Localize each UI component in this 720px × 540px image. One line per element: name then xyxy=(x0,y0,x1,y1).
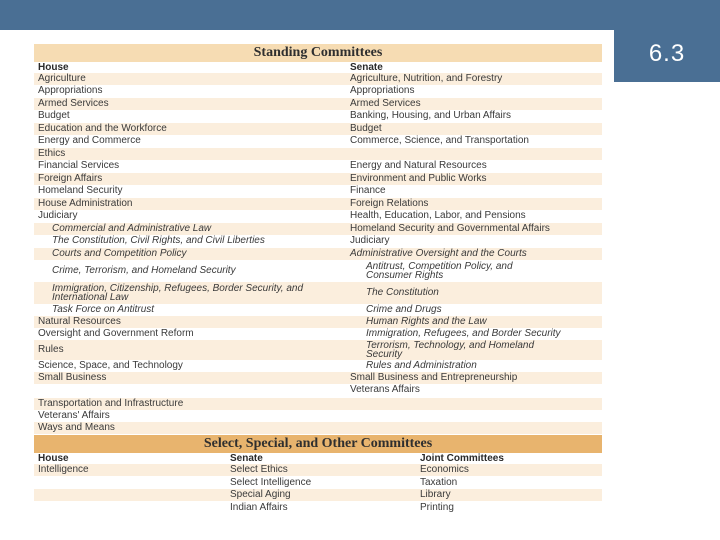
house-header: House xyxy=(38,62,69,73)
bottom-house-header: House xyxy=(38,453,69,464)
table-row: Intelligence Select Ethics Economics xyxy=(34,464,602,476)
bottom-senate-header: Senate xyxy=(230,453,263,464)
table-row: Natural Resources Human Rights and the Law xyxy=(34,316,602,328)
table-row: Indian Affairs Printing xyxy=(230,502,454,513)
table-row: Select Intelligence Taxation xyxy=(230,477,458,488)
select-special-committees-title: Select, Special, and Other Committees xyxy=(34,435,602,453)
table-row: Small Business Small Business and Entrepreneurship xyxy=(34,372,602,384)
table-row: Task Force on Antitrust Crime and Drugs xyxy=(52,304,442,315)
table-row: Veterans Affairs xyxy=(350,384,420,395)
table-row: Transportation and Infrastructure xyxy=(34,398,602,410)
joint-committees-header: Joint Committees xyxy=(420,453,504,464)
table-row: Agriculture Agriculture, Nutrition, and Forestry xyxy=(34,73,602,85)
table-row: Crime, Terrorism, and Homeland Security Antitrust, Competition Policy, and Consumer Rights xyxy=(52,261,513,281)
table-row: Commercial and Administrative Law Homeland Security and Governmental Affairs xyxy=(34,223,602,235)
committees-table xyxy=(34,42,602,516)
table-row: House Administration Foreign Relations xyxy=(34,198,602,210)
table-row: Armed Services Armed Services xyxy=(34,98,602,110)
slide-number-badge: 6.3 xyxy=(614,30,720,82)
senate-header: Senate xyxy=(350,62,383,73)
table-row: Budget Banking, Housing, and Urban Affairs xyxy=(38,110,512,121)
table-row: Foreign Affairs Environment and Public Works xyxy=(34,173,602,185)
table-row: Courts and Competition Policy Administrative Oversight and the Courts xyxy=(34,248,602,260)
table-row: Energy and Commerce Commerce, Science, and Transportation xyxy=(38,135,529,146)
table-row: Ways and Means xyxy=(34,422,602,434)
table-row: Special Aging Library xyxy=(34,489,602,501)
table-row: Veterans' Affairs xyxy=(38,410,110,421)
table-row: Judiciary Health, Education, Labor, and Pensions xyxy=(38,210,526,221)
table-row: The Constitution, Civil Rights, and Civil Liberties Judiciary xyxy=(52,235,390,246)
table-row: Ethics xyxy=(34,148,602,160)
table-row: Homeland Security Finance xyxy=(38,185,386,196)
table-row: Financial Services Energy and Natural Resources xyxy=(38,160,487,171)
table-row: Appropriations Appropriations xyxy=(38,85,415,96)
table-row: Oversight and Government Reform Immigration, Refugees, and Border Security xyxy=(38,328,561,339)
table-row: Science, Space, and Technology Rules and Administration xyxy=(38,360,477,371)
top-banner xyxy=(0,0,720,30)
standing-committees-title: Standing Committees xyxy=(34,44,602,62)
table-row: Immigration, Citizenship, Refugees, Border Security, and International Law The Constitution xyxy=(34,282,602,304)
table-row: Education and the Workforce Budget xyxy=(34,123,602,135)
table-row: Rules Terrorism, Technology, and Homeland Security xyxy=(34,340,602,360)
